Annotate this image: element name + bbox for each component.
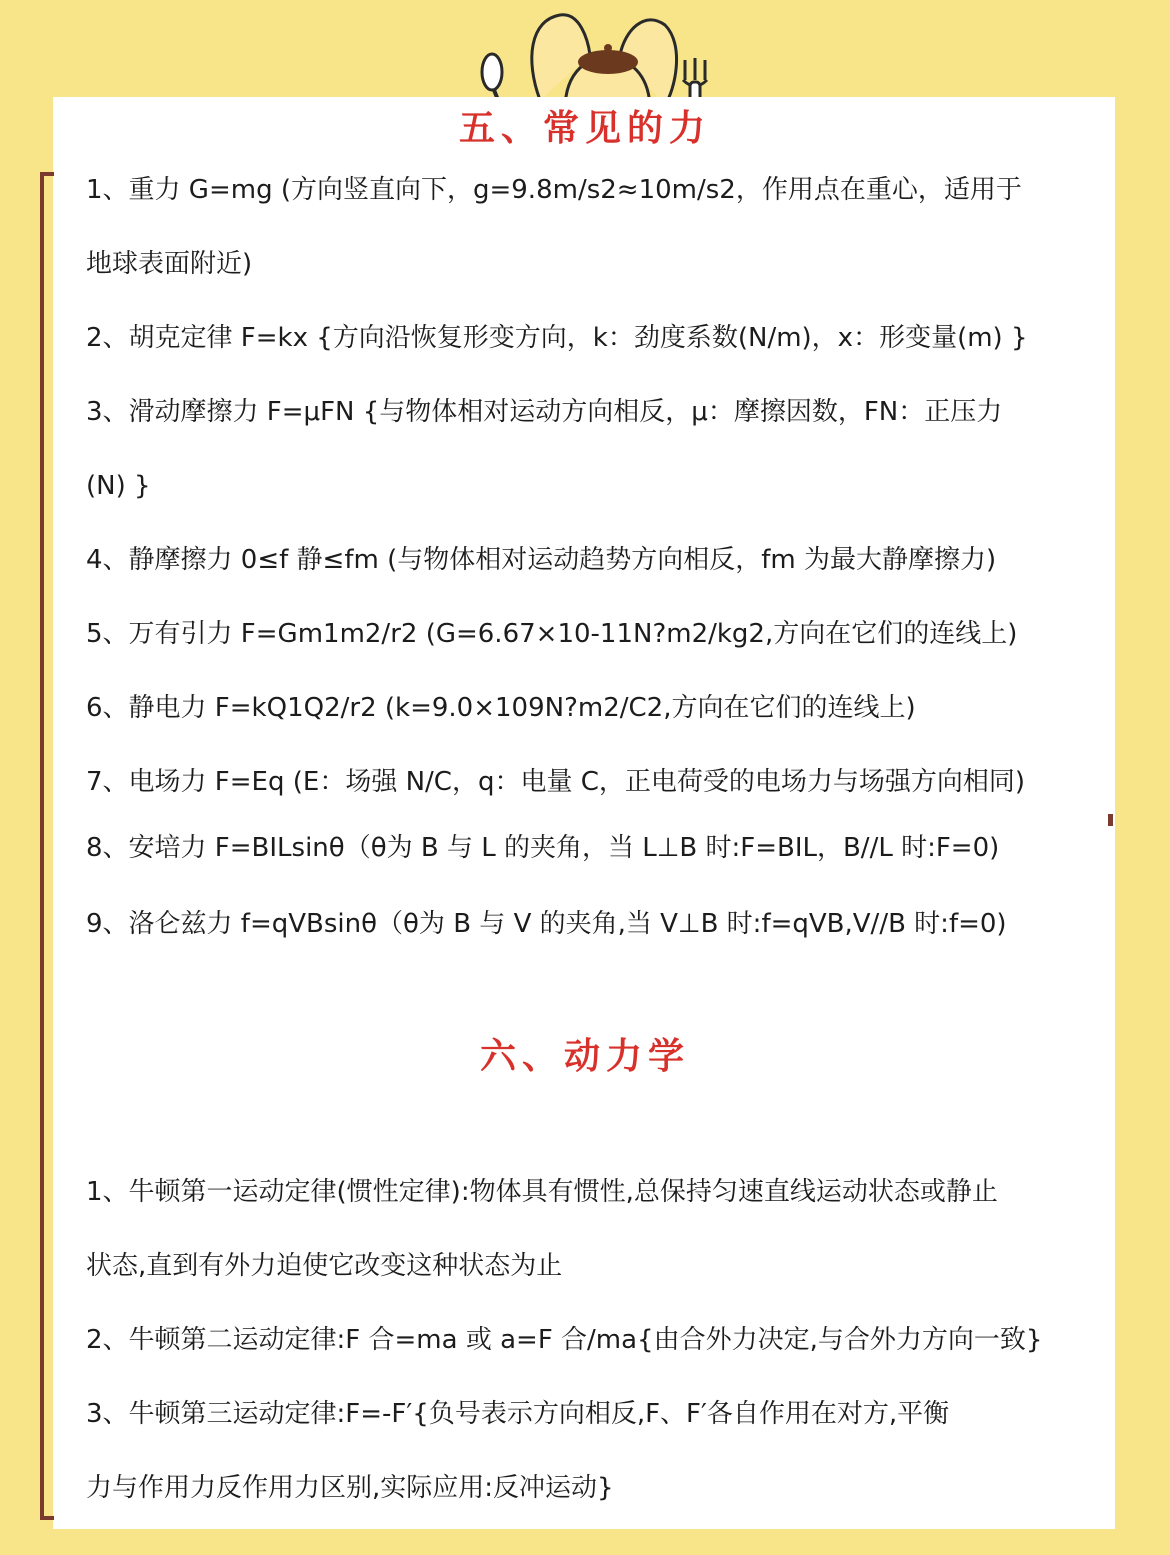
left-border-cap-top (40, 172, 54, 176)
line-5-10: 8、安培力 F=BILsinθ（θ为 B 与 L 的夹角，当 L⊥B 时:F=BIL，B//L 时:F=0) (86, 833, 1000, 863)
line-5-4: 3、滑动摩擦力 F=μFN {与物体相对运动方向相反，μ：摩擦因数，FN：正压力 (86, 397, 1003, 427)
line-6-2: 状态,直到有外力迫使它改变这种状态为止 (86, 1251, 563, 1281)
left-border-line (40, 172, 44, 1520)
line-5-2: 地球表面附近) (86, 249, 253, 279)
line-5-6: 4、静摩擦力 0≤f 静≤fm (与物体相对运动趋势方向相反，fm 为最大静摩擦力) (86, 545, 997, 575)
line-6-1: 1、牛顿第一运动定律(惯性定律):物体具有惯性,总保持匀速直线运动状态或静止 (86, 1177, 998, 1207)
right-border-mark (1108, 814, 1113, 826)
section-title-6: 六、动力学 (479, 1036, 690, 1077)
line-6-4: 3、牛顿第三运动定律:F=-F′{负号表示方向相反,F、F′各自作用在对方,平衡 (86, 1399, 950, 1429)
line-6-5: 力与作用力反作用力区别,实际应用:反冲运动} (86, 1473, 614, 1503)
line-5-11: 9、洛仑兹力 f=qVBsinθ（θ为 B 与 V 的夹角,当 V⊥B 时:f=qVB,V//B 时:f=0) (86, 909, 1007, 939)
line-5-3: 2、胡克定律 F=kx {方向沿恢复形变方向，k：劲度系数(N/m)，x：形变量(m) } (86, 323, 1028, 353)
line-5-1: 1、重力 G=mg (方向竖直向下，g=9.8m/s2≈10m/s2，作用点在重心，适用于 (86, 175, 1022, 205)
line-5-7: 5、万有引力 F=Gm1m2/r2 (G=6.67×10-11N?m2/kg2,方向在它们的连线上) (86, 619, 1018, 649)
line-5-9: 7、电场力 F=Eq (E：场强 N/C，q：电量 C，正电荷受的电场力与场强方向相同) (86, 767, 1026, 797)
mascot-dog-icon (470, 0, 730, 110)
line-5-5: (N) } (86, 471, 151, 501)
line-6-3: 2、牛顿第二运动定律:F 合=ma 或 a=F 合/ma{由合外力决定,与合外力方向一致} (86, 1325, 1043, 1355)
left-border-cap-bottom (40, 1516, 54, 1520)
section-title-5: 五、常见的力 (458, 108, 711, 149)
line-5-8: 6、静电力 F=kQ1Q2/r2 (k=9.0×109N?m2/C2,方向在它们的连线上) (86, 693, 916, 723)
content-card (53, 97, 1115, 1529)
